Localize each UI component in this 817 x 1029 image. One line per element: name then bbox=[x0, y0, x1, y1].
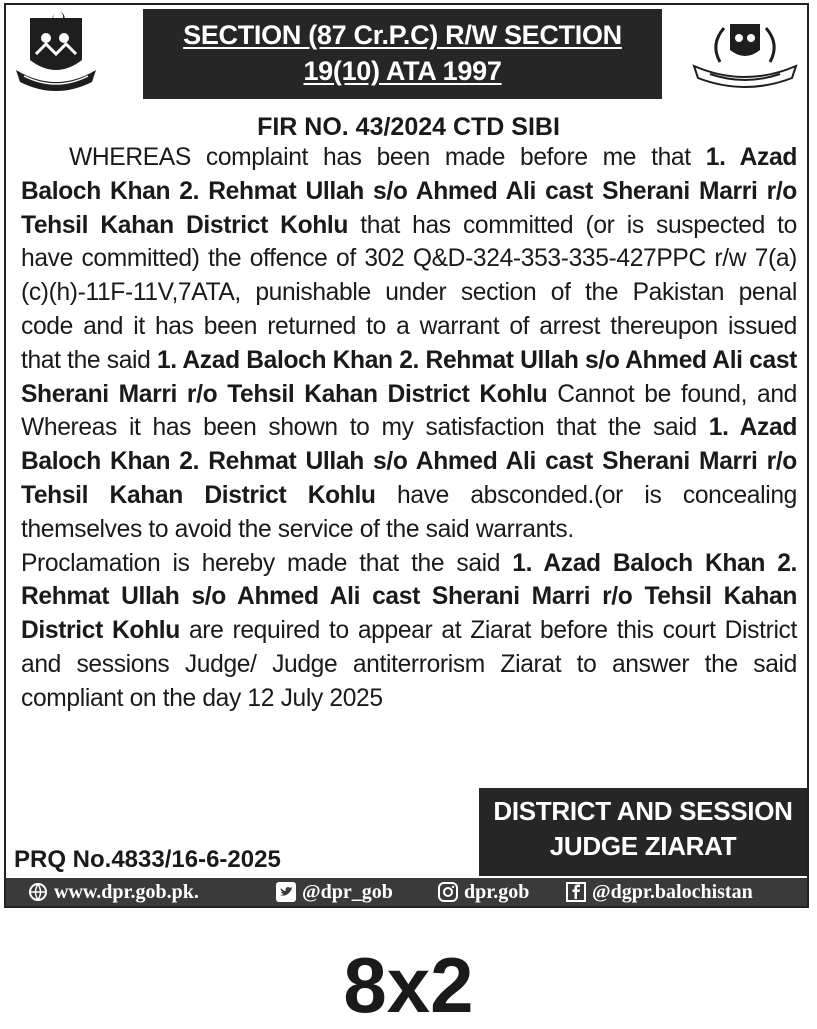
footer-facebook[interactable] bbox=[566, 878, 753, 906]
body-text-segment: Cannot be found, and Whereas it has been shown to my satisfaction that the said bbox=[21, 380, 797, 442]
whereas-paragraph bbox=[21, 141, 797, 547]
globe-icon bbox=[28, 882, 48, 902]
notice-header bbox=[143, 9, 662, 99]
footer-instagram[interactable] bbox=[438, 878, 529, 906]
website-link[interactable]: www.dpr.gob.pk. bbox=[54, 880, 199, 903]
signature-line-1: DISTRICT AND SESSION bbox=[493, 796, 793, 826]
fir-number: FIR NO. 43/2024 CTD SIBI bbox=[257, 113, 560, 141]
proclamation-body bbox=[21, 141, 797, 716]
signature-line-2: JUDGE ZIARAT bbox=[549, 831, 737, 861]
body-text-segment: WHEREAS complaint has been made before me that bbox=[69, 144, 706, 171]
footer-website[interactable] bbox=[28, 878, 199, 906]
signature-box bbox=[479, 788, 807, 876]
accused-names: 1. Azad Baloch Khan 2. Rehmat Ullah s/o Ahmed Ali cast Sherani Marri r/o Tehsil Kahan District Kohlu bbox=[21, 414, 797, 509]
balochistan-emblem-logo bbox=[10, 8, 102, 96]
facebook-icon bbox=[566, 882, 586, 902]
twitter-icon bbox=[276, 882, 296, 902]
instagram-handle[interactable]: dpr.gob bbox=[464, 880, 530, 903]
ad-size-label: 8x2 bbox=[343, 941, 474, 1029]
body-text-segment: have absconded.(or is concealing themselves to avoid the service of the said warrants. bbox=[21, 481, 797, 543]
twitter-handle[interactable]: @dpr_gob bbox=[302, 880, 393, 903]
footer-social-bar bbox=[6, 878, 807, 906]
accused-names: 1. Azad Baloch Khan 2. Rehmat Ullah s/o Ahmed Ali cast Sherani Marri r/o Tehsil Kahan District Kohlu bbox=[21, 346, 797, 408]
prq-number: PRQ No.4833/16-6-2025 bbox=[14, 846, 281, 873]
facebook-handle[interactable]: @dgpr.balochistan bbox=[592, 880, 753, 903]
header-line-1: SECTION (87 Cr.P.C) R/W SECTION bbox=[183, 20, 622, 50]
instagram-icon bbox=[438, 882, 458, 902]
body-text-segment: that has committed (or is suspected to have committed) the offence of 302 Q&D-324-353-335-427PPC r/w 7(a) (c)(h)-11F-11V,7ATA, punishable under section of the Pakistan penal code and it has been returned to a warrant of arrest thereupon issued that the said bbox=[21, 211, 797, 374]
body-text-segment: are required to appear at Ziarat before this court District and sessions Judge/ Judge antiterrorism Ziarat to answer the said compliant on the day 12 July 2025 bbox=[21, 617, 797, 712]
footer-twitter[interactable] bbox=[276, 878, 393, 906]
header-line-2: 19(10) ATA 1997 bbox=[303, 56, 502, 86]
accused-names: 1. Azad Baloch Khan 2. Rehmat Ullah s/o Ahmed Ali cast Sherani Marri r/o Tehsil Kahan District Kohlu bbox=[21, 144, 798, 239]
dgpr-seal-logo bbox=[690, 14, 800, 90]
proclamation-paragraph bbox=[21, 547, 797, 716]
body-text-segment: Proclamation is hereby made that the said bbox=[21, 549, 513, 577]
accused-names: 1. Azad Baloch Khan 2. Rehmat Ullah s/o Ahmed Ali cast Sherani Marri r/o Tehsil Kahan District Kohlu bbox=[21, 549, 798, 645]
